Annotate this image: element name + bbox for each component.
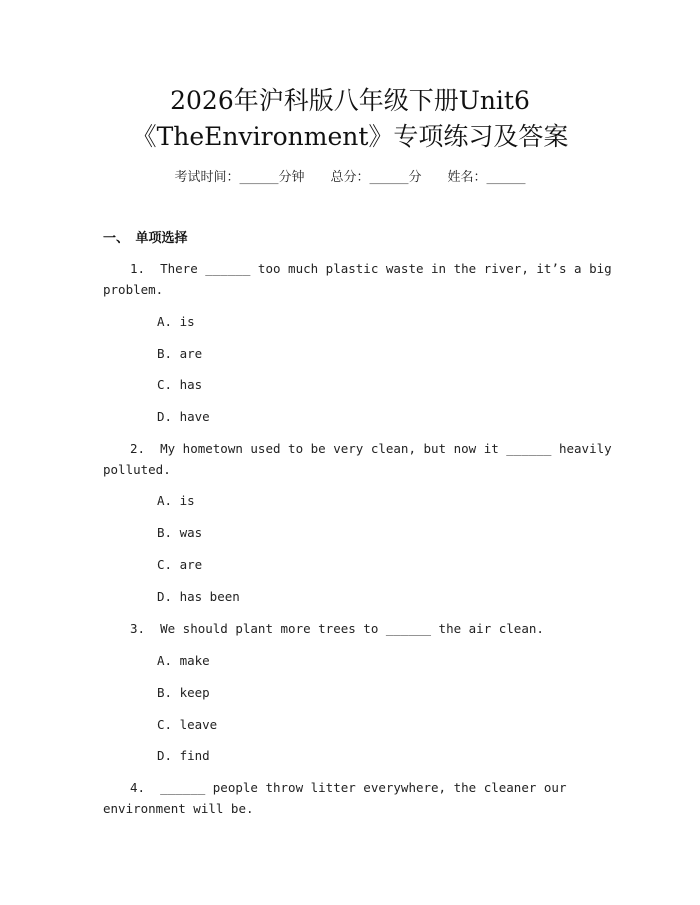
question-1-option-b: B. are — [157, 346, 203, 361]
section-title: 一、 单项选择 — [103, 231, 188, 246]
question-2-option-a: A. is — [157, 493, 195, 508]
question-3-option-c: C. leave — [157, 717, 218, 732]
question-1-option-a: A. is — [157, 314, 195, 329]
question-3-option-b: B. keep — [157, 685, 210, 700]
question-2-option-c: C. are — [157, 557, 203, 572]
exam-info: 考试时间：______分钟 总分：______分 姓名：______ — [174, 170, 526, 185]
question-4-text: 4. ______ people throw litter everywhere, the cleaner our — [130, 780, 567, 795]
question-1-option-d: D. have — [157, 409, 210, 424]
question-3-text: 3. We should plant more trees to ______ the air clean. — [130, 621, 544, 636]
question-3-option-d: D. find — [157, 748, 210, 763]
question-2-text-cont: polluted. — [103, 462, 171, 477]
question-2-text: 2. My hometown used to be very clean, but now it ______ heavily — [130, 441, 612, 456]
question-1-option-c: C. has — [157, 377, 203, 392]
question-2-option-b: B. was — [157, 525, 203, 540]
document-title-line-2: 《TheEnvironment》专项练习及答案 — [131, 122, 569, 151]
question-4-text-cont: environment will be. — [103, 801, 254, 816]
question-2-option-d: D. has been — [157, 589, 240, 604]
question-3-option-a: A. make — [157, 653, 210, 668]
document-title-line-1: 2026年沪科版八年级下册Unit6 — [170, 86, 530, 115]
question-1-text-cont: problem. — [103, 282, 164, 297]
question-1-text: 1. There ______ too much plastic waste in the river, it’s a big — [130, 261, 612, 276]
